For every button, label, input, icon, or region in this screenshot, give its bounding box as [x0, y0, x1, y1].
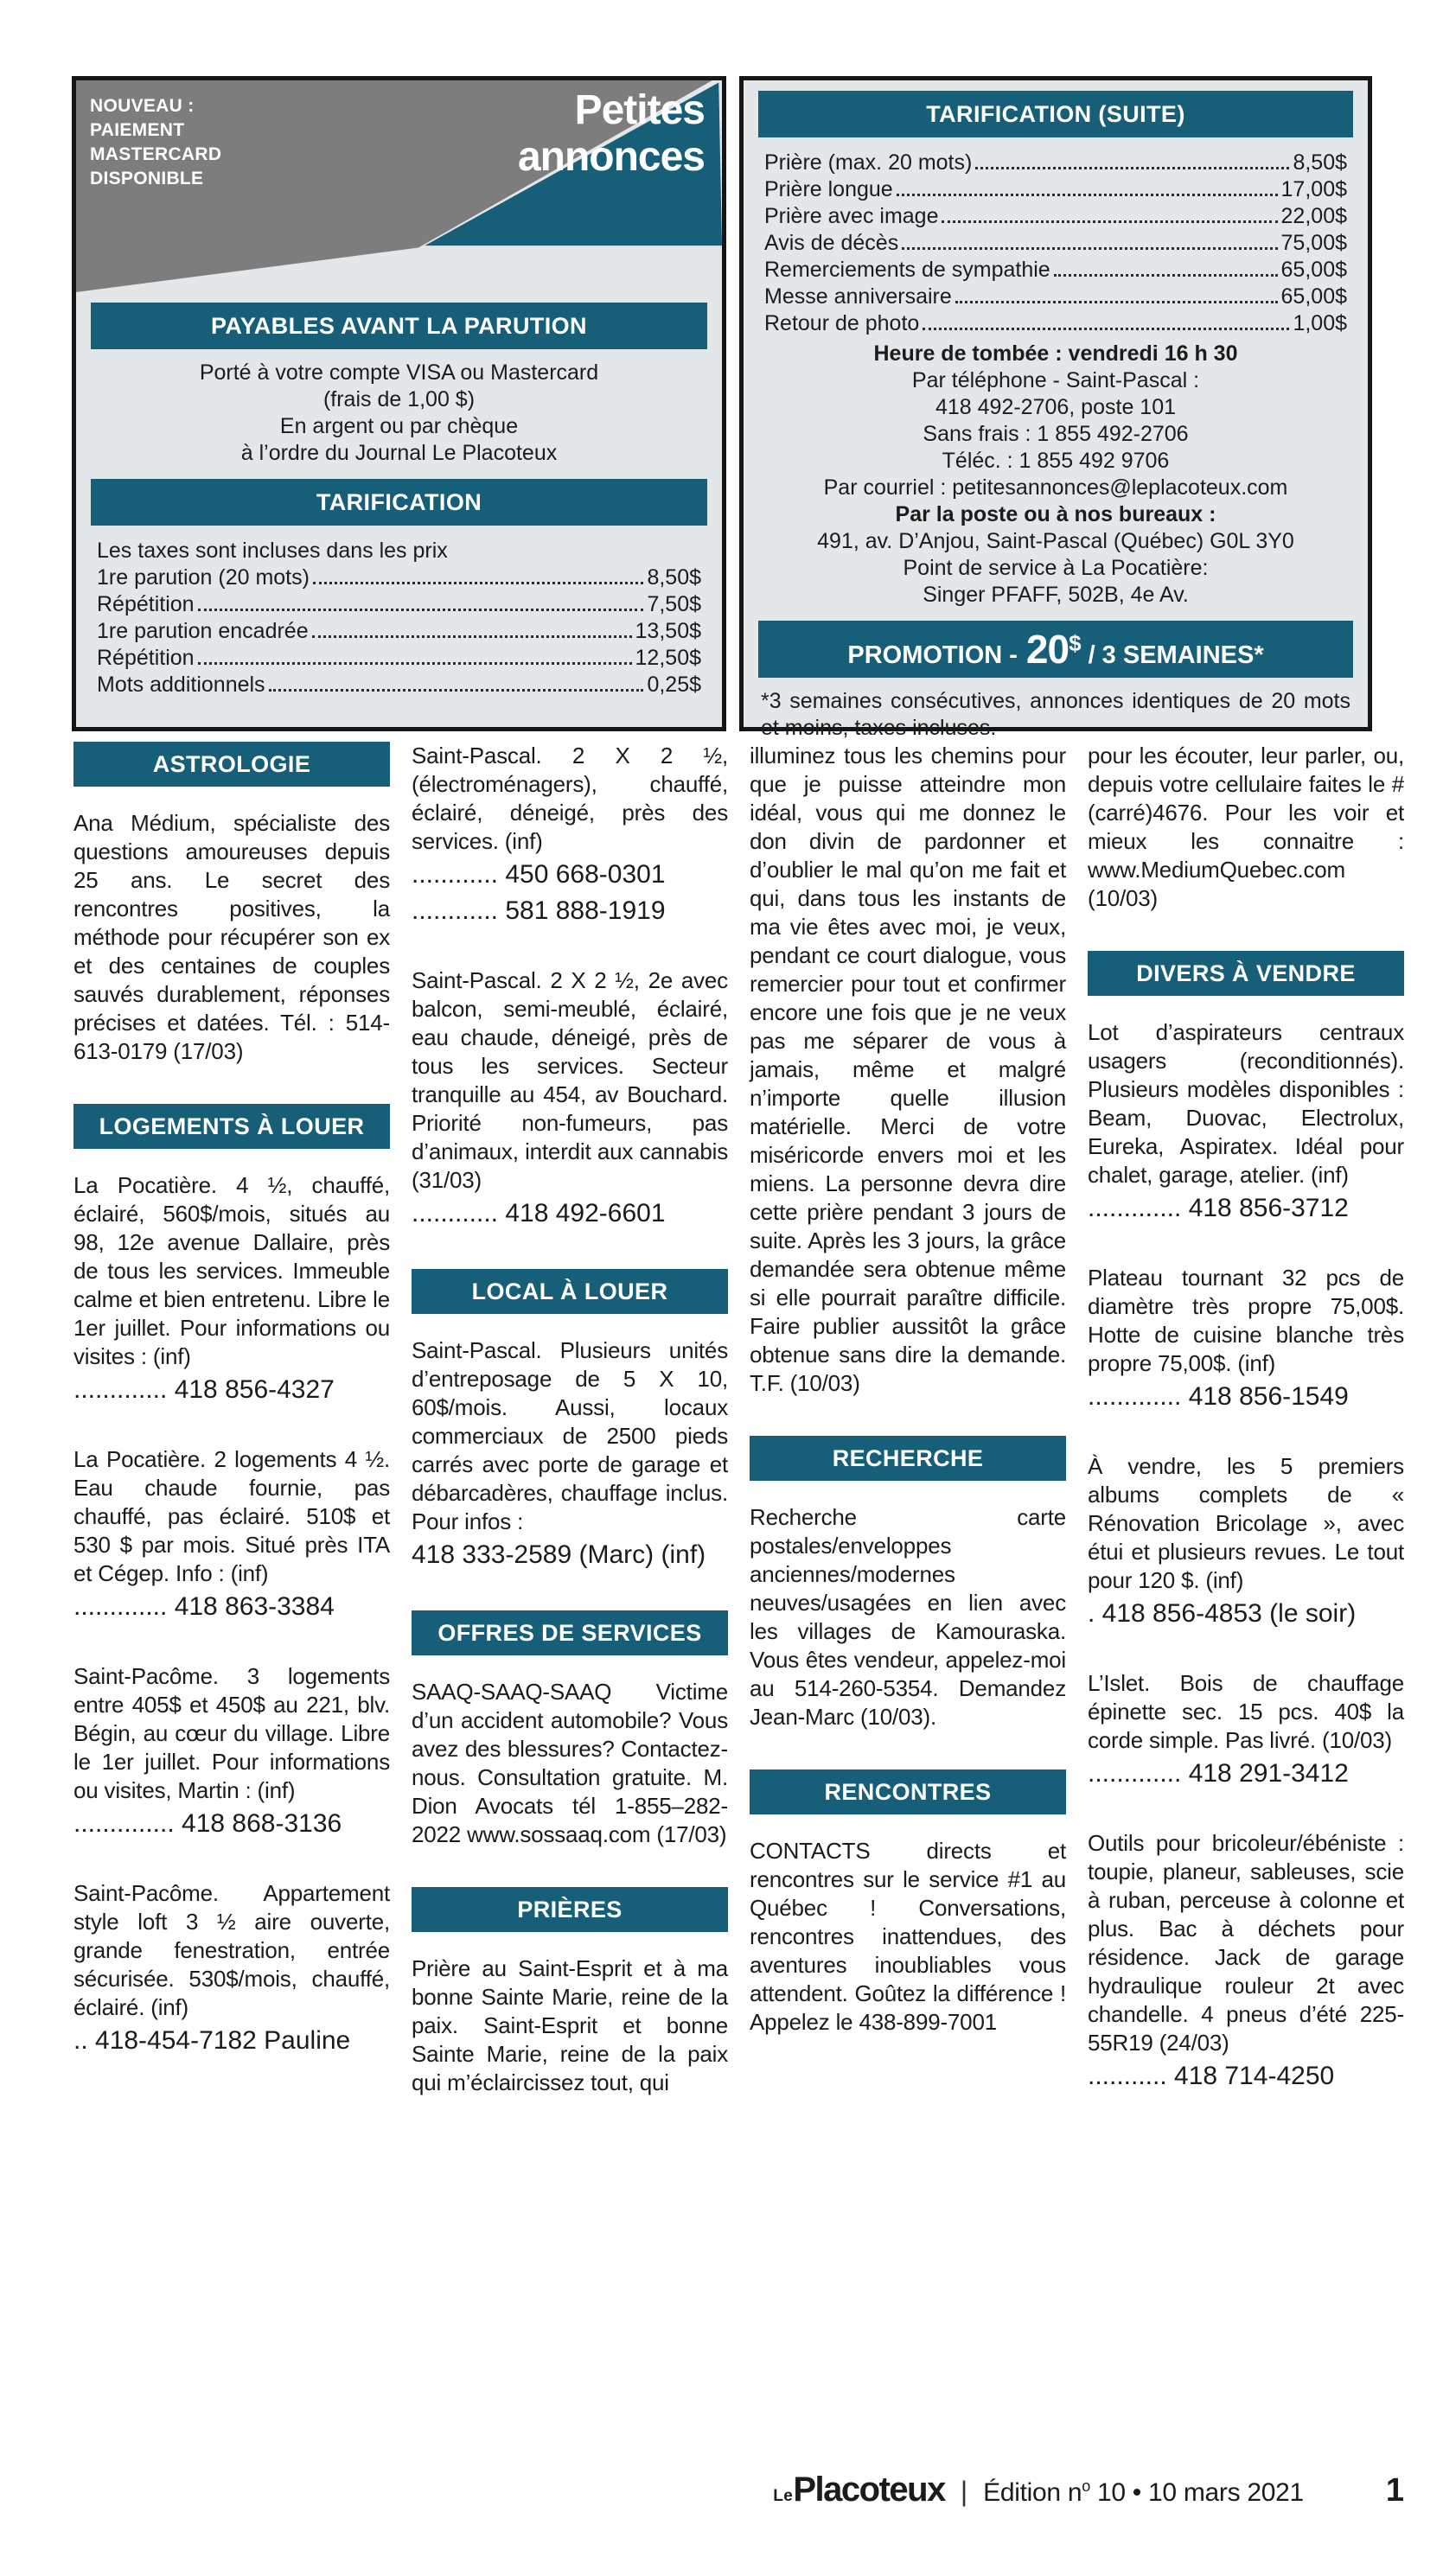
payment-info	[93, 360, 705, 467]
price-row	[764, 310, 1347, 337]
ad-text: CONTACTS directs et rencontres sur le service #1 au Québec ! Conversations, rencontres inattendues, des aventures inoubliables vous attendent. Goûtez la différence ! Appelez le 438-899-7001	[750, 1838, 1066, 2035]
contact-line: Par la poste ou à nos bureaux :	[895, 502, 1216, 526]
section-header-offres-de-services: OFFRES DE SERVICES	[412, 1610, 728, 1655]
ad-phone-number: ............ 450 668-0301	[412, 860, 666, 889]
price-label: Prière longue	[764, 177, 893, 201]
ad-text: Lot d’aspirateurs centraux usagers (reconditionnés). Plusieurs modèles disponibles : Beam, Duovac, Electrolux, Eureka, Aspiratex. Idéal pour chalet, garage, atelier. (inf)	[1088, 1019, 1404, 1188]
ad-text: Saint-Pascal. Plusieurs unités d’entreposage de 5 X 10, 60$/mois. Aussi, locaux commerciaux de 2500 pieds carrés avec porte de garage et débarcadères, chauffage inclus. Pour infos :	[412, 1337, 728, 1534]
classified-ad	[1088, 1829, 1404, 2094]
tarification-list	[97, 538, 701, 698]
section-header-astrologie: ASTROLOGIE	[73, 742, 390, 787]
price-row	[764, 230, 1347, 257]
price-value: 22,00$	[1280, 204, 1347, 228]
dot-leader	[312, 635, 632, 638]
price-row	[764, 176, 1347, 203]
page-title	[518, 87, 705, 181]
promo-prefix: PROMOTION -	[847, 641, 1018, 669]
ad-text: Saint-Pacôme. 3 logements entre 405$ et 450$ au 221, blv. Bégin, au cœur du village. Libre le 1er juillet. Pour informations ou visites, Martin : (inf)	[73, 1663, 390, 1803]
price-row	[764, 203, 1347, 230]
classifieds-column-2	[412, 742, 728, 2135]
contact-line: Par courriel : petitesannonces@leplacoteux.com	[823, 475, 1288, 500]
price-label: Mots additionnels	[97, 673, 265, 697]
dot-leader	[902, 247, 1277, 250]
tarification-header-bar: TARIFICATION	[91, 479, 707, 526]
promo-amount: 20	[1025, 627, 1069, 672]
dot-leader	[942, 220, 1277, 223]
payment-line: Porté à votre compte VISA ou Mastercard	[199, 360, 599, 385]
price-value: 75,00$	[1280, 231, 1347, 255]
journal-logo: Placoteux	[793, 2471, 945, 2509]
ad-phone-number: .. 418-454-7182 Pauline	[73, 2026, 351, 2055]
ad-phone-number: ............. 418 291-3412	[1088, 1759, 1349, 1788]
ad-text: SAAQ-SAAQ-SAAQ Victime d’un accident automobile? Vous avez des blessures? Contactez-nous. Consultation gratuite. M. Dion Avocats tél 1-855–282-2022 www.sossaaq.com (17/03)	[412, 1679, 728, 1847]
classifieds-column-3	[750, 742, 1066, 2135]
ad-text: Plateau tournant 32 pcs de diamètre très propre 75,00$. Hotte de cuisine blanche très propre 75,00$. (inf)	[1088, 1265, 1404, 1376]
classifieds-area	[73, 742, 1404, 2135]
classified-ad	[1088, 742, 1404, 913]
page-title-line2: annonces	[517, 134, 705, 180]
classified-ad	[412, 966, 728, 1231]
tarification-suite-header-bar: TARIFICATION (SUITE)	[758, 91, 1353, 137]
ad-phone-number: . 418 856-4853 (le soir)	[1088, 1599, 1357, 1628]
price-label: Avis de décès	[764, 231, 899, 255]
dot-leader	[897, 194, 1278, 196]
price-row	[764, 284, 1347, 310]
classified-ad	[1088, 1018, 1404, 1226]
price-value: 65,00$	[1280, 258, 1347, 282]
ad-text: Saint-Pascal. 2 X 2 ½, (électroménagers), chauffé, éclairé, déneigé, près des services. (inf)	[412, 743, 728, 854]
section-header-divers-a-vendre: DIVERS À VENDRE	[1088, 951, 1404, 996]
price-label: Messe anniversaire	[764, 284, 952, 309]
ad-text: À vendre, les 5 premiers albums complets de « Rénovation Bricolage », avec étui et plusieurs revues. Le tout pour 120 $. (inf)	[1088, 1453, 1404, 1593]
dot-leader	[198, 662, 632, 665]
contact-line: 491, av. D’Anjou, Saint-Pascal (Québec) G0L 3Y0	[817, 529, 1294, 553]
payment-tarification-box	[72, 76, 726, 731]
classified-ad	[412, 1954, 728, 2097]
promo-currency: $	[1069, 630, 1082, 656]
promo-conditions: *3 semaines consécutives, annonces identiques de 20 mots et moins, taxes incluses.	[761, 689, 1350, 740]
price-label: Prière avec image	[764, 204, 939, 228]
dot-leader	[923, 328, 1289, 330]
price-value: 17,00$	[1280, 177, 1347, 201]
classified-ad	[73, 1445, 390, 1624]
page-title-line1: Petites	[574, 87, 705, 133]
ad-text: Outils pour bricoleur/ébéniste : toupie, planeur, sableuses, scie à ruban, perceuse à colonne et plus. Bac à déchets pour résidence. Jack de garage hydraulique rouleur 2t avec chandelle. 4 pneus d’été 225-55R19 (24/03)	[1088, 1830, 1404, 2056]
price-value: 1,00$	[1293, 311, 1347, 335]
price-label: Prière (max. 20 mots)	[764, 150, 973, 175]
price-value: 65,00$	[1280, 284, 1347, 309]
section-header-recherche: RECHERCHE	[750, 1436, 1066, 1481]
tarification-suite-list	[764, 150, 1347, 337]
taxes-note: Les taxes sont incluses dans les prix	[97, 539, 448, 563]
dot-leader	[1054, 274, 1278, 277]
classified-ad	[73, 809, 390, 1066]
price-label: Retour de photo	[764, 311, 920, 335]
badge-line: MASTERCARD	[90, 144, 222, 164]
dot-leader	[955, 301, 1278, 303]
classified-ad	[412, 1336, 728, 1572]
section-header-rencontres: RENCONTRES	[750, 1769, 1066, 1814]
ad-phone-number: ............. 418 856-1549	[1088, 1382, 1349, 1411]
ad-text: L’Islet. Bois de chauffage épinette sec. 15 pcs. 40$ la corde simple. Pas livré. (10/03)	[1088, 1670, 1404, 1753]
badge-line: PAIEMENT	[90, 120, 185, 140]
dot-leader	[198, 609, 644, 611]
classified-ad	[412, 742, 728, 928]
classified-ad	[412, 1678, 728, 1849]
price-label: Répétition	[97, 646, 195, 670]
contact-line: Sans frais : 1 855 492-2706	[923, 422, 1189, 446]
deadline-contact-info	[761, 341, 1350, 609]
ad-phone-number: ............ 581 888-1919	[412, 896, 666, 925]
price-value: 7,50$	[647, 592, 701, 616]
badge-line: DISPONIBLE	[90, 169, 204, 188]
contact-line: 418 492-2706, poste 101	[935, 395, 1176, 419]
price-label: Remerciements de sympathie	[764, 258, 1050, 282]
masthead	[76, 80, 722, 292]
ad-phone-number: ............. 418 863-3384	[73, 1592, 335, 1621]
mastercard-badge	[90, 94, 221, 191]
badge-line: NOUVEAU :	[90, 96, 195, 116]
classified-ad	[73, 1171, 390, 1407]
ad-text: Recherche carte postales/enveloppes anciennes/modernes neuves/usagées en lien avec les villages de Kamouraska. Vous êtes vendeur, appelez-moi au 514-260-5354. Demandez Jean-Marc (10/03).	[750, 1504, 1066, 1730]
payment-line: En argent ou par chèque	[279, 414, 519, 438]
ad-text: Saint-Pascal. 2 X 2 ½, 2e avec balcon, semi-meublé, éclairé, eau chaude, déneigé, près de tous les services. Secteur tranquille au 454, av Bouchard. Priorité non-fumeurs, pas d’animaux, interdit aux cannabis (31/03)	[412, 967, 728, 1193]
classifieds-column-4	[1088, 742, 1404, 2135]
price-row	[97, 672, 701, 698]
contact-line: Point de service à La Pocatière:	[903, 556, 1209, 580]
ad-text: Ana Médium, spécialiste des questions amoureuses depuis 25 ans. Le secret des rencontres positives, la méthode pour récupérer son ex et des centaines de couples sauvés durablement, réponses précises et datées. Tél. : 514-613-0179 (17/03)	[73, 810, 390, 1064]
price-row	[97, 618, 701, 645]
ad-text: illuminez tous les chemins pour que je puisse atteindre mon idéal, vous qui me donnez le don divin de pardonner et d’oublier le mal qu’on me fait et qui, dans tous les instants de ma vie êtes avec moi, je veux, pendant ce court dialogue, vous remercier pour tout et confirmer encore une fois que je ne veux pas me séparer de vous à jamais, même et malgré n’importe quelle illusion matérielle. Merci de votre miséricorde envers moi et les miens. La personne devra dire cette prière pendant 3 jours de suite. Après les 3 jours, la grâce demandée sera obtenue même si elle pourrait paraître difficile. Faire publier aussitôt la grâce obtenue sans dire la demande. T.F. (10/03)	[750, 743, 1066, 1396]
ad-text: Prière au Saint-Esprit et à ma bonne Sainte Marie, reine de la paix. Saint-Esprit et bonne Sainte Marie, reine de la paix qui m’éclaircissez tout, qui	[412, 1955, 728, 2095]
price-label: 1re parution (20 mots)	[97, 565, 310, 590]
contact-line: Singer PFAFF, 502B, 4e Av.	[923, 583, 1189, 607]
price-value: 8,50$	[647, 565, 701, 590]
price-row	[764, 150, 1347, 176]
price-row	[97, 564, 701, 591]
price-label: Répétition	[97, 592, 195, 616]
price-value: 8,50$	[1293, 150, 1347, 175]
page-footer	[73, 2471, 1404, 2509]
price-label: 1re parution encadrée	[97, 619, 309, 643]
journal-logo-le: Le	[773, 2487, 794, 2505]
classified-ad	[1088, 1669, 1404, 1791]
classified-ad	[73, 1879, 390, 2058]
ad-phone-number: 418 333-2589 (Marc) (inf)	[412, 1540, 706, 1569]
page-number: 1	[1385, 2472, 1404, 2509]
ad-text: La Pocatière. 2 logements 4 ½. Eau chaude fournie, pas chauffé, pas éclairé. 510$ et 530 $ par mois. Situé près ITA et Cégep. Info : (inf)	[73, 1446, 390, 1586]
ad-phone-number: ........... 418 714-4250	[1088, 2062, 1335, 2090]
ad-phone-number: ............. 418 856-3712	[1088, 1194, 1349, 1222]
tarification-suite-box	[739, 76, 1372, 740]
ad-text: Saint-Pacôme. Appartement style loft 3 ½ aire ouverte, grande fenestration, entrée sécurisée. 530$/mois, chauffé, éclairé. (inf)	[73, 1880, 390, 2020]
ad-phone-number: ............. 418 856-4327	[73, 1375, 335, 1404]
price-value: 13,50$	[635, 619, 701, 643]
classifieds-column-1	[73, 742, 390, 2135]
promo-suffix: / 3 SEMAINES*	[1088, 641, 1264, 669]
price-row	[97, 645, 701, 672]
contact-line: Heure de tombée : vendredi 16 h 30	[873, 341, 1238, 366]
edition-info: Édition $n^o$ 10 • 10 mars 2021	[983, 2477, 1304, 2507]
classified-ad	[750, 1503, 1066, 1731]
ad-phone-number: ............ 418 492-6601	[412, 1199, 666, 1227]
dot-leader	[313, 582, 643, 584]
classified-ad	[750, 742, 1066, 1398]
ad-phone-number: .............. 418 868-3136	[73, 1809, 342, 1838]
payment-line: (frais de 1,00 $)	[322, 387, 476, 411]
classified-ad	[1088, 1452, 1404, 1631]
classified-ad	[1088, 1264, 1404, 1414]
footer-separator: |	[960, 2476, 968, 2507]
dot-leader	[269, 689, 644, 692]
section-header-local-a-louer: LOCAL À LOUER	[412, 1269, 728, 1314]
section-header-logements-a-louer: LOGEMENTS À LOUER	[73, 1104, 390, 1149]
price-value: 12,50$	[635, 646, 701, 670]
contact-line: Par téléphone - Saint-Pascal :	[911, 368, 1200, 392]
contact-line: Téléc. : 1 855 492 9706	[942, 449, 1170, 473]
price-row	[97, 591, 701, 618]
classified-ad	[73, 1662, 390, 1841]
payment-line: à l’ordre du Journal Le Placoteux	[240, 441, 558, 465]
ad-text: pour les écouter, leur parler, ou, depuis votre cellulaire faites le #(carré)4676. Pour les voir et mieux les connaitre : www.MediumQuebec.com (10/03)	[1088, 743, 1404, 911]
price-value: 0,25$	[647, 673, 701, 697]
price-row	[764, 257, 1347, 284]
payables-header-bar: PAYABLES AVANT LA PARUTION	[91, 303, 707, 349]
classified-ad	[750, 1837, 1066, 2037]
promotion-banner	[758, 621, 1353, 678]
dot-leader	[975, 167, 1289, 169]
section-header-prieres: PRIÈRES	[412, 1887, 728, 1932]
ad-text: La Pocatière. 4 ½, chauffé, éclairé, 560$/mois, situés au 98, 12e avenue Dallaire, près de tous les services. Immeuble calme et bien entretenu. Libre le 1er juillet. Pour informations ou visites : (inf)	[73, 1172, 390, 1369]
